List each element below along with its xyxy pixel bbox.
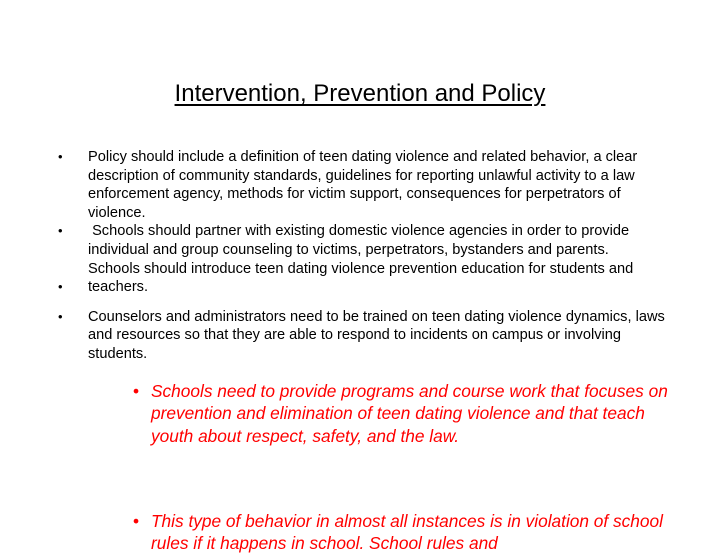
bullet-marker: • [133, 511, 140, 531]
bullet-text: Schools should partner with existing domestic violence agencies in order to provide individual and group counseling to victims, perpetrators, bystanders and parents. [88, 223, 634, 258]
bullet-item-1 [58, 148, 668, 297]
highlight-text: Schools need to provide programs and course work that focuses on prevention and elimination of teen dating violence and that teach youth about respect, safety, and the law. [151, 381, 668, 446]
bullet-text: Counselors and administrators need to be trained on teen dating violence dynamics, laws and resources so that they are able to respond to incidents on campus or involving students. [88, 308, 665, 362]
bullet-marker: • [58, 308, 63, 324]
bullet-text: Policy should include a definition of teen dating violence and related behavior, a clear description of community standards, guidelines for reporting unlawful activity to a law enforcement agency, methods for victim support, consequences for perpetrators of violence. [88, 149, 638, 221]
bullet-list [58, 148, 668, 364]
highlight-bullet-1 [130, 380, 670, 447]
bullet-marker: • [133, 381, 140, 401]
bullet-marker: • [58, 149, 63, 164]
slide-title: Intervention, Prevention and Policy [174, 80, 546, 107]
bullet-marker: • [58, 223, 63, 238]
bullet-text: Schools should introduce teen dating violence prevention education for students and teachers. [88, 260, 634, 296]
bullet-marker: • [58, 279, 63, 294]
highlight-bullet-2 [130, 510, 670, 555]
highlight-text: This type of behavior in almost all instances is in violation of school rules if it happens in school. School rules and [151, 511, 663, 554]
bullet-item-4 [58, 308, 668, 364]
